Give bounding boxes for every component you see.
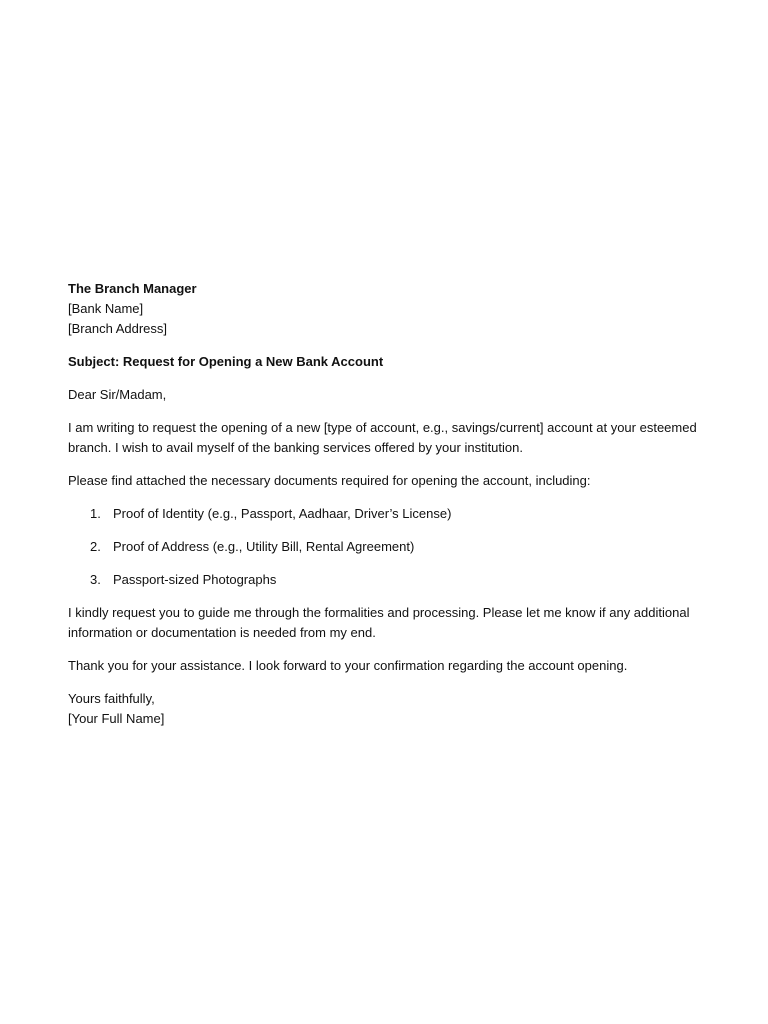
- list-item-text: Proof of Address (e.g., Utility Bill, Rental Agreement): [113, 539, 415, 554]
- spacer: [68, 372, 700, 385]
- recipient-title: The Branch Manager: [68, 281, 197, 296]
- paragraph-request: I kindly request you to guide me through the formalities and processing. Please let me know if any additional information or documentation is needed from my end.: [68, 605, 690, 640]
- spacer: [68, 458, 700, 471]
- paragraph-intro: I am writing to request the opening of a new [type of account, e.g., savings/current] account at your esteemed branch. I wish to avail myself of the banking services offered by your institution.: [68, 420, 697, 455]
- spacer: [68, 590, 700, 603]
- list-item: [68, 570, 700, 590]
- paragraph-documents: Please find attached the necessary documents required for opening the account, including:: [68, 473, 591, 488]
- letter-closing: Yours faithfully,: [68, 691, 155, 706]
- list-item-text: Passport-sized Photographs: [113, 572, 277, 587]
- recipient-bank-name: [Bank Name]: [68, 301, 144, 316]
- spacer: [68, 676, 700, 689]
- letter-signature: [Your Full Name]: [68, 711, 165, 726]
- list-item-text: Proof of Identity (e.g., Passport, Aadhaar, Driver’s License): [113, 506, 452, 521]
- closing-block: [68, 689, 700, 729]
- spacer: [68, 491, 700, 504]
- recipient-branch-address: [Branch Address]: [68, 321, 167, 336]
- letter-body: [68, 279, 700, 729]
- list-item: [68, 537, 700, 557]
- spacer: [68, 643, 700, 656]
- list-item-number: 3.: [90, 572, 101, 587]
- list-item-number: 1.: [90, 506, 101, 521]
- documents-list: [68, 504, 700, 590]
- list-item-number: 2.: [90, 539, 101, 554]
- letter-salutation: Dear Sir/Madam,: [68, 387, 167, 402]
- recipient-block: [68, 279, 700, 339]
- paragraph-thanks: Thank you for your assistance. I look forward to your confirmation regarding the account opening.: [68, 658, 628, 673]
- list-item: [68, 504, 700, 524]
- spacer: [68, 405, 700, 418]
- letter-subject: Subject: Request for Opening a New Bank Account: [68, 354, 384, 369]
- spacer: [68, 339, 700, 352]
